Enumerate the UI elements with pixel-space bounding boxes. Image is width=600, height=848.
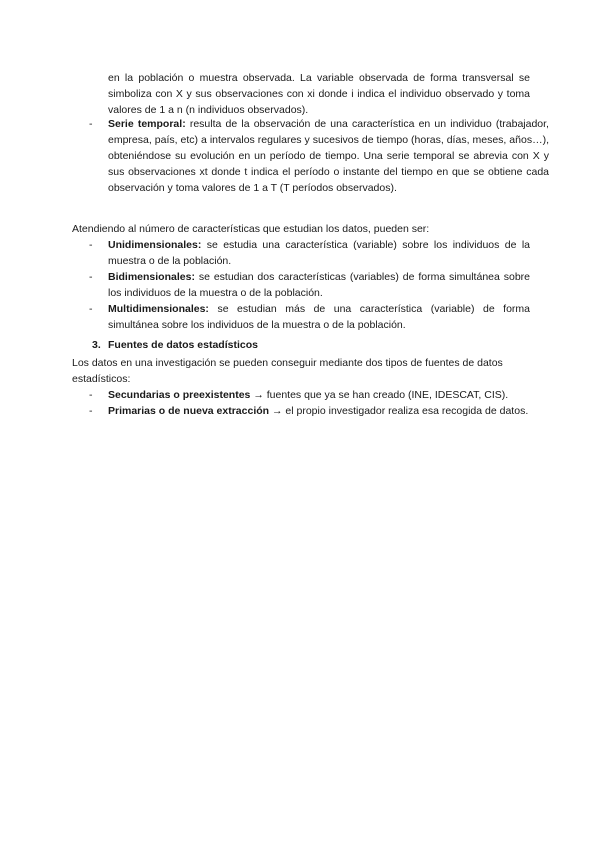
item-text: se estudia una característica (variable) sobre los individuos de la muestra o de la población. (108, 239, 530, 267)
bullet-serie-temporal (89, 116, 549, 196)
bullet-dash: - (89, 405, 93, 417)
bullet-dash: - (89, 118, 93, 130)
item-text: → fuentes que ya se han creado (INE, IDESCAT, CIS). (250, 389, 509, 401)
term-bidimensionales: Bidimensionales: (108, 271, 195, 283)
list-tipos (89, 237, 530, 333)
bullet-dash: - (89, 389, 93, 401)
bullet-dash: - (89, 239, 93, 251)
list-item (89, 269, 530, 301)
list-item (89, 301, 530, 333)
list-item (89, 237, 530, 269)
intro-fuentes: Los datos en una investigación se pueden conseguir mediante dos tipos de fuentes de datos estadísticos: (72, 357, 503, 385)
section-number: 3. (92, 339, 101, 351)
bullet-dash: - (89, 271, 93, 283)
term-multidimensionales: Multidimensionales: (108, 303, 209, 315)
list-item (89, 403, 530, 419)
term-serie-temporal: Serie temporal: (108, 118, 186, 130)
item-text: → el propio investigador realiza esa recogida de datos. (269, 405, 529, 417)
list-item (89, 387, 530, 403)
section-title: Fuentes de datos estadísticos (108, 339, 258, 351)
item-text: se estudian dos características (variables) de forma simultánea sobre los individuos de la muestra o de la población. (108, 271, 530, 299)
term-primarias: Primarias o de nueva extracción (108, 405, 270, 417)
bullet-dash: - (89, 303, 93, 315)
item-text: se estudian más de una característica (variable) de forma simultánea sobre los individuos de la muestra o de la población. (108, 303, 530, 331)
list-fuentes (89, 387, 530, 419)
term-unidimensionales: Unidimensionales: (108, 239, 202, 251)
section-heading (92, 337, 258, 353)
term-secundarias: Secundarias o preexistentes (108, 389, 251, 401)
continuation-paragraph: en la población o muestra observada. La variable observada de forma transversal se simboliza con X y sus observaciones con xi donde i indica el individuo observado y toma valores de 1 a n (n individuos observados). (108, 72, 530, 116)
serie-temporal-text: resulta de la observación de una característica en un individuo (trabajador, empresa, país, etc) a intervalos regulares y sucesivos de tiempo (horas, días, meses, años…), obteniéndose su evolución en un período de tiempo. Una serie temporal se abrevia con X y sus observaciones xt donde t indica el período o instante del tiempo en que se obtiene cada observación y toma valores de 1 a T (T períodos observados). (108, 118, 549, 194)
intro-caracteristicas: Atendiendo al número de características que estudian los datos, pueden ser: (72, 223, 430, 235)
